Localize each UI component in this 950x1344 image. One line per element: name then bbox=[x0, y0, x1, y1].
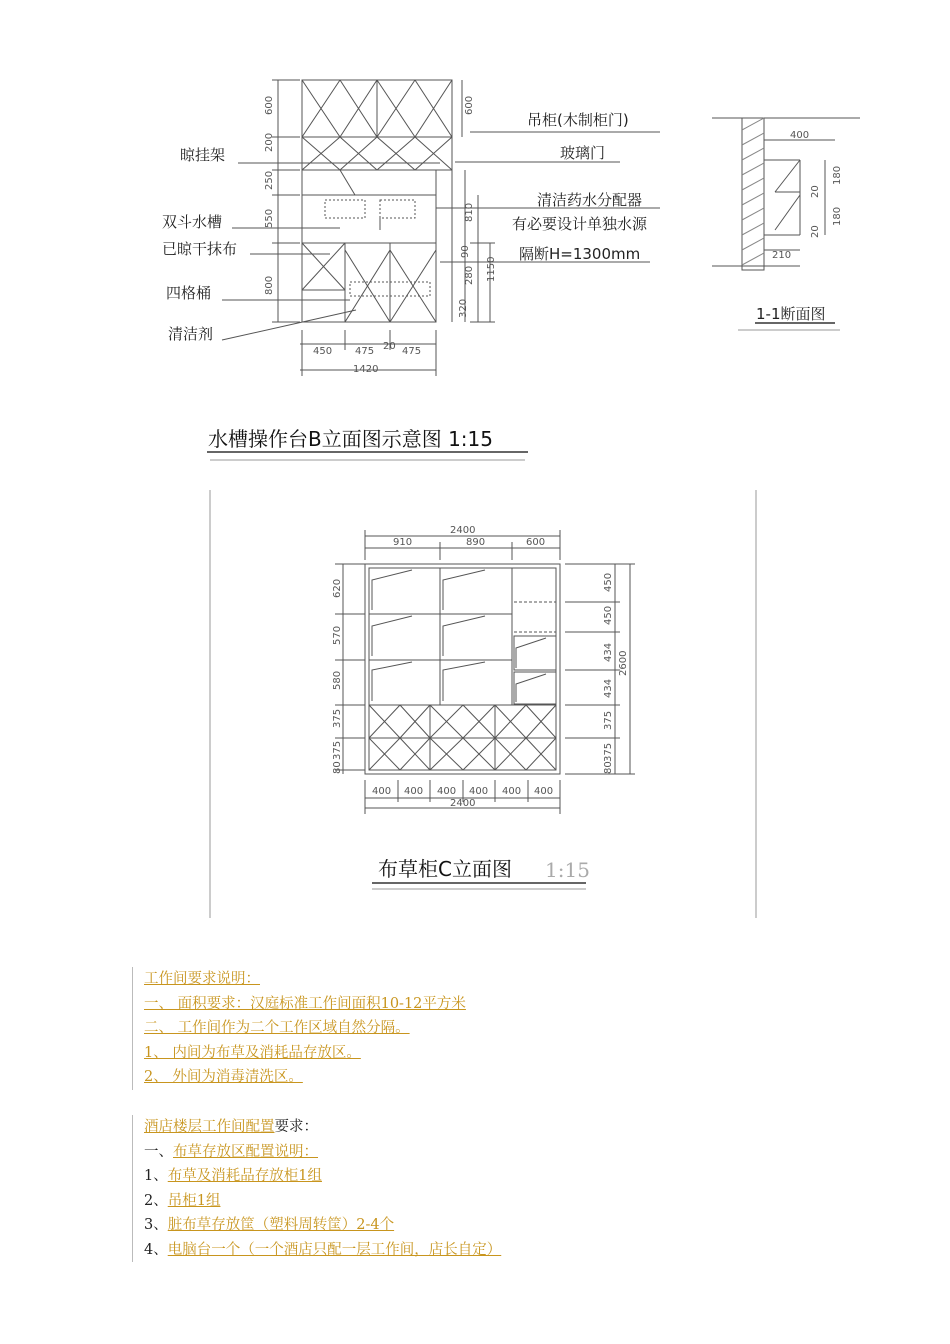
dim-b-right-810: 810 bbox=[464, 202, 475, 222]
dim-b-right-90: 90 bbox=[460, 245, 471, 258]
notes2-sub-link[interactable]: 布草存放区配置说明： bbox=[173, 1143, 318, 1160]
dim-c-right-375b: 375 bbox=[603, 742, 614, 762]
dim-c-top-2400: 2400 bbox=[450, 525, 476, 536]
callout-cleaner: 清洁剂 bbox=[168, 325, 214, 343]
callout-water-source: 有必要设计单独水源 bbox=[512, 215, 648, 233]
dim-c-left-580: 580 bbox=[332, 670, 343, 690]
drawing-c-title: 布草柜C立面图 bbox=[378, 857, 512, 881]
dim-section-180a: 180 bbox=[832, 165, 843, 185]
callout-four-bucket: 四格桶 bbox=[166, 284, 212, 302]
notes1-item-1[interactable]: 一、 面积要求：汉庭标准工作间面积10-12平方米 bbox=[144, 995, 466, 1012]
notes2-item-3[interactable]: 脏布草存放筐（塑料周转筐）2-4个 bbox=[167, 1217, 395, 1233]
dim-b-left-800: 800 bbox=[264, 275, 275, 295]
dim-b-left-550: 550 bbox=[264, 208, 275, 228]
notes2-item-4-num: 4、 bbox=[144, 1241, 168, 1258]
dim-section-20a: 20 bbox=[810, 185, 821, 198]
notes2-item-2[interactable]: 吊柜1组 bbox=[167, 1192, 221, 1209]
dim-c-left-620: 620 bbox=[332, 578, 343, 598]
callout-partition: 隔断H=1300mm bbox=[519, 245, 641, 263]
notes1-item-4[interactable]: 2、 外间为消毒清洗区。 bbox=[144, 1069, 303, 1085]
dim-c-right-80: 80 bbox=[603, 761, 614, 774]
dim-c-bottom-400-4: 400 bbox=[469, 786, 489, 797]
dim-section-20b: 20 bbox=[810, 225, 821, 238]
dim-b-right-1150: 1150 bbox=[486, 256, 497, 282]
notes2-header-link[interactable]: 酒店楼层工作间配置 bbox=[144, 1119, 275, 1135]
sink-elevation-drawing bbox=[0, 0, 950, 470]
dim-b-left-600: 600 bbox=[264, 95, 275, 115]
notes1-item-3[interactable]: 1、 内间为布草及消耗品存放区。 bbox=[144, 1044, 361, 1061]
linen-cabinet-elevation-drawing bbox=[0, 480, 950, 920]
dim-c-left-80: 80 bbox=[332, 761, 343, 774]
drawing-c-scale: 1:15 bbox=[545, 858, 590, 882]
dim-section-210: 210 bbox=[772, 250, 792, 261]
callout-dispenser: 清洁药水分配器 bbox=[537, 191, 643, 209]
dim-c-right-2600: 2600 bbox=[618, 650, 629, 676]
dim-c-right-450b: 450 bbox=[603, 605, 614, 625]
callout-glass-door: 玻璃门 bbox=[560, 144, 606, 162]
notes2-item-3-num: 3、 bbox=[144, 1217, 168, 1233]
dim-c-bottom-400-6: 400 bbox=[534, 786, 554, 797]
dim-b-bottom-1420: 1420 bbox=[353, 364, 379, 375]
dim-b-right-320: 320 bbox=[458, 298, 469, 318]
callout-wall-cabinet: 吊柜(木制柜门) bbox=[527, 111, 629, 129]
section-title: 1-1断面图 bbox=[756, 305, 826, 323]
notes2-item-4[interactable]: 电脑台一个（一个酒店只配一层工作间，店长自定） bbox=[167, 1241, 502, 1258]
notes-requirements bbox=[132, 967, 466, 1090]
dim-c-right-375a: 375 bbox=[603, 710, 614, 730]
dim-c-top-910: 910 bbox=[393, 537, 413, 548]
dim-c-left-570: 570 bbox=[332, 625, 343, 645]
dim-c-right-434b: 434 bbox=[603, 678, 614, 698]
notes2-sub-prefix: 一、 bbox=[144, 1143, 173, 1160]
notes2-item-1[interactable]: 布草及消耗品存放柜1组 bbox=[167, 1168, 322, 1184]
dim-b-left-200: 200 bbox=[264, 132, 275, 152]
dim-b-bottom-475a: 475 bbox=[355, 346, 375, 357]
dim-c-bottom-400-2: 400 bbox=[404, 786, 424, 797]
callout-double-sink: 双斗水槽 bbox=[162, 213, 223, 231]
dim-c-top-890: 890 bbox=[466, 537, 486, 548]
dim-c-bottom-2400: 2400 bbox=[450, 798, 476, 809]
callout-hanging-rack: 晾挂架 bbox=[180, 146, 226, 164]
dim-section-400: 400 bbox=[790, 130, 810, 141]
dim-section-180b: 180 bbox=[832, 206, 843, 226]
dim-c-left-375a: 375 bbox=[332, 708, 343, 728]
dim-c-bottom-400-3: 400 bbox=[437, 786, 457, 797]
dim-b-bottom-450: 450 bbox=[313, 346, 333, 357]
notes1-item-2[interactable]: 二、 工作间作为二个工作区域自然分隔。 bbox=[144, 1020, 410, 1036]
dim-c-right-434a: 434 bbox=[603, 642, 614, 662]
notes1-header[interactable]: 工作间要求说明： bbox=[144, 971, 260, 987]
dim-b-right-280: 280 bbox=[464, 265, 475, 285]
drawing-b-title: 水槽操作台B立面图示意图 1:15 bbox=[208, 427, 493, 451]
dim-b-bottom-475b: 475 bbox=[402, 346, 422, 357]
dim-c-bottom-400-5: 400 bbox=[502, 786, 522, 797]
notes2-item-1-num: 1、 bbox=[144, 1168, 168, 1184]
dim-b-left-250: 250 bbox=[264, 170, 275, 190]
dim-c-left-375b: 375 bbox=[332, 740, 343, 760]
notes-configuration bbox=[132, 1115, 501, 1262]
callout-drying-cloth: 已晾干抹布 bbox=[162, 240, 238, 258]
dim-b-bottom-20: 20 bbox=[383, 341, 396, 352]
dim-b-right-600: 600 bbox=[464, 95, 475, 115]
dim-c-bottom-400-1: 400 bbox=[372, 786, 392, 797]
notes2-header-rest: 要求： bbox=[274, 1119, 318, 1135]
dim-c-right-450a: 450 bbox=[603, 572, 614, 592]
notes2-item-2-num: 2、 bbox=[144, 1192, 168, 1209]
dim-c-top-600: 600 bbox=[526, 537, 546, 548]
